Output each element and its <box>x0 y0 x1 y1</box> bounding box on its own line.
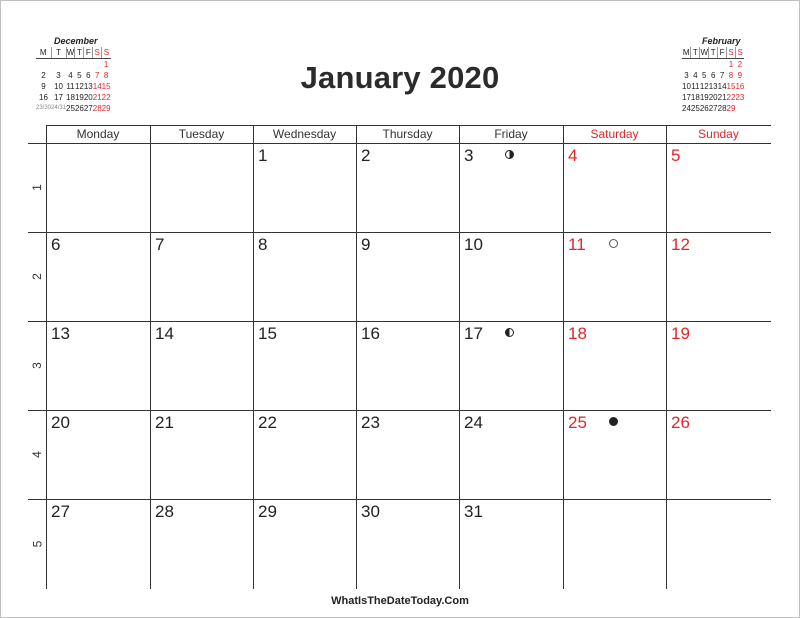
day-cell[interactable] <box>46 410 150 499</box>
day-number: 22 <box>258 413 277 432</box>
day-cell[interactable] <box>253 410 356 499</box>
day-number: 24 <box>464 413 483 432</box>
mini-day: 18 <box>66 93 75 102</box>
mini-day: 29 <box>101 104 111 113</box>
mini-weekday-header: T <box>51 47 66 59</box>
weekday-header-sunday: Sunday <box>698 127 739 141</box>
mini-day: 23 <box>735 93 745 102</box>
mini-weekday-header: M <box>682 48 690 57</box>
mini-day: 17 <box>54 93 63 102</box>
mini-calendar-grid <box>682 47 744 114</box>
mini-day: 12 <box>74 82 84 91</box>
day-cell[interactable] <box>666 232 771 321</box>
weekday-header-saturday: Saturday <box>590 127 639 141</box>
footer-site-name: WhatIsTheDateToday.Com <box>331 595 469 607</box>
weekday-header-tuesday: Tuesday <box>178 127 225 141</box>
mini-day: 29 <box>726 104 736 113</box>
mini-day: 21 <box>92 93 102 102</box>
full-moon-icon <box>609 239 618 248</box>
mini-day: 10 <box>682 82 691 91</box>
mini-weekday-header: S <box>94 48 100 57</box>
weekday-header-thursday: Thursday <box>382 127 433 141</box>
day-cell[interactable] <box>150 143 253 232</box>
mini-day: 26 <box>699 104 709 113</box>
day-cell[interactable] <box>150 321 253 410</box>
mini-day: 1 <box>103 60 109 69</box>
week-number-label: 5 <box>30 540 44 548</box>
last-quarter-moon-icon <box>505 328 514 337</box>
mini-day: 28 <box>92 104 102 113</box>
mini-day: 2 <box>737 60 743 69</box>
mini-day: 7 <box>719 71 725 80</box>
mini-day <box>718 59 727 71</box>
day-cell[interactable] <box>253 143 356 232</box>
mini-day: 14 <box>92 82 102 91</box>
mini-day: 3 <box>684 71 689 80</box>
day-cell[interactable] <box>356 232 459 321</box>
day-number: 26 <box>671 413 690 432</box>
day-number: 3 <box>464 146 474 165</box>
day-number: 10 <box>464 235 483 254</box>
day-number: 13 <box>51 324 70 343</box>
day-number: 12 <box>671 235 690 254</box>
month-grid <box>28 125 771 589</box>
day-number: 9 <box>361 235 371 254</box>
day-number: 23 <box>361 413 380 432</box>
mini-day: 8 <box>103 71 109 80</box>
mini-day <box>691 59 700 71</box>
weekday-header-friday: Friday <box>494 127 528 141</box>
mini-day: 24 <box>682 104 691 113</box>
day-number: 14 <box>155 324 174 343</box>
mini-day: 21 <box>717 93 727 102</box>
mini-day: 20 <box>708 93 718 102</box>
day-cell[interactable] <box>459 232 563 321</box>
day-number: 27 <box>51 502 70 521</box>
mini-day <box>709 59 718 71</box>
day-number: 6 <box>51 235 61 254</box>
mini-day: 20 <box>83 93 93 102</box>
mini-weekday-header: F <box>718 47 727 59</box>
day-cell[interactable] <box>459 410 563 499</box>
new-moon-icon <box>609 417 618 426</box>
mini-day: 9 <box>41 82 46 91</box>
day-cell[interactable] <box>666 410 771 499</box>
mini-day: 14 <box>717 82 727 91</box>
day-cell[interactable] <box>563 321 666 410</box>
mini-weekday-header: W <box>66 48 75 57</box>
mini-day: 17 <box>682 93 691 102</box>
day-cell[interactable] <box>356 321 459 410</box>
week-number <box>28 143 46 232</box>
day-cell[interactable] <box>46 499 150 589</box>
mini-day: 12 <box>699 82 709 91</box>
mini-day <box>84 59 93 71</box>
mini-day: 2 <box>41 71 46 80</box>
day-cell[interactable] <box>666 321 771 410</box>
mini-day: 8 <box>728 71 734 80</box>
day-number: 16 <box>361 324 380 343</box>
mini-weekday-header: T <box>691 47 700 59</box>
mini-day: 18 <box>690 93 700 102</box>
day-number: 25 <box>568 413 587 432</box>
mini-calendar-grid <box>36 47 111 114</box>
day-number: 31 <box>464 502 483 521</box>
mini-day: 13 <box>83 82 93 91</box>
day-cell[interactable] <box>459 143 563 232</box>
mini-day: 19 <box>699 93 709 102</box>
week-number-label: 3 <box>29 362 44 369</box>
first-quarter-moon-icon <box>505 150 514 159</box>
day-number: 8 <box>258 235 268 254</box>
day-number: 15 <box>258 324 277 343</box>
mini-day <box>682 59 691 71</box>
day-number: 18 <box>568 324 587 343</box>
mini-calendar-month-name: February <box>702 36 741 46</box>
mini-day: 13 <box>708 82 718 91</box>
mini-day <box>735 103 744 114</box>
day-number: 1 <box>258 146 268 165</box>
day-number: 7 <box>155 235 165 254</box>
day-cell[interactable] <box>356 143 459 232</box>
mini-day: 25 <box>66 104 75 113</box>
day-cell[interactable] <box>563 499 666 589</box>
day-number: 28 <box>155 502 174 521</box>
week-number-label: 2 <box>29 273 44 280</box>
weekday-header-monday: Monday <box>76 127 120 141</box>
mini-day: 6 <box>710 71 716 80</box>
mini-day: 22 <box>101 93 111 102</box>
day-number: 19 <box>671 324 690 343</box>
mini-day: 25 <box>690 104 700 113</box>
mini-day: 9 <box>737 71 743 80</box>
day-cell[interactable] <box>356 499 459 589</box>
day-number: 30 <box>361 502 380 521</box>
weekday-header-wednesday: Wednesday <box>272 127 337 141</box>
day-cell[interactable] <box>563 143 666 232</box>
mini-day: 15 <box>726 82 736 91</box>
mini-calendar-month-name: December <box>54 36 98 46</box>
week-number <box>28 232 46 321</box>
day-cell[interactable] <box>563 410 666 499</box>
mini-day: 1 <box>728 60 734 69</box>
week-number-label: 4 <box>29 451 44 458</box>
day-cell[interactable] <box>666 143 771 232</box>
mini-day: 11 <box>691 82 700 91</box>
week-number <box>28 321 46 410</box>
mini-day: 28 <box>717 104 727 113</box>
day-cell[interactable] <box>563 232 666 321</box>
day-cell[interactable] <box>459 321 563 410</box>
mini-day: 26 <box>74 104 84 113</box>
mini-weekday-header: S <box>102 47 111 59</box>
day-number: 11 <box>568 235 586 254</box>
mini-day: 11 <box>66 82 75 91</box>
mini-day: 23/30 <box>36 105 52 111</box>
day-cell[interactable] <box>666 499 771 589</box>
day-cell[interactable] <box>46 143 150 232</box>
day-number: 29 <box>258 502 277 521</box>
mini-day: 5 <box>702 71 707 80</box>
mini-day <box>75 59 84 71</box>
day-number: 5 <box>671 146 681 165</box>
mini-day: 15 <box>101 82 111 91</box>
mini-day: 5 <box>77 71 82 80</box>
mini-weekday-header: M <box>36 47 51 59</box>
week-number <box>28 410 46 499</box>
day-cell[interactable] <box>46 232 150 321</box>
mini-day <box>93 59 102 71</box>
mini-day: 3 <box>56 71 61 80</box>
day-cell[interactable] <box>253 232 356 321</box>
day-cell[interactable] <box>150 499 253 589</box>
mini-weekday-header: W <box>700 48 709 57</box>
day-cell[interactable] <box>253 321 356 410</box>
day-cell[interactable] <box>253 499 356 589</box>
mini-day: 4 <box>68 71 73 80</box>
day-cell[interactable] <box>46 321 150 410</box>
day-number: 21 <box>155 413 174 432</box>
day-cell[interactable] <box>150 410 253 499</box>
mini-weekday-header: S <box>735 47 744 59</box>
mini-day: 7 <box>94 71 100 80</box>
mini-day: 6 <box>86 71 91 80</box>
mini-day: 27 <box>83 104 93 113</box>
week-number-label: 1 <box>29 184 44 191</box>
mini-day <box>700 59 709 71</box>
mini-day <box>36 59 51 71</box>
day-number: 20 <box>51 413 70 432</box>
mini-day: 10 <box>54 82 63 91</box>
mini-day <box>51 59 66 71</box>
day-number: 2 <box>361 146 371 165</box>
mini-weekday-header: F <box>84 47 93 59</box>
day-number: 4 <box>568 146 578 165</box>
mini-day: 16 <box>735 82 745 91</box>
page-title: January 2020 <box>300 60 500 95</box>
mini-day: 22 <box>726 93 736 102</box>
mini-weekday-header: T <box>75 47 84 59</box>
week-number <box>28 499 46 589</box>
day-number: 17 <box>464 324 483 343</box>
mini-day: 24/31 <box>51 105 67 111</box>
mini-weekday-header: T <box>709 47 718 59</box>
day-cell[interactable] <box>356 410 459 499</box>
day-cell[interactable] <box>459 499 563 589</box>
mini-day: 16 <box>39 93 48 102</box>
mini-day <box>66 59 75 71</box>
day-cell[interactable] <box>150 232 253 321</box>
mini-weekday-header: S <box>728 48 734 57</box>
mini-day: 27 <box>708 104 718 113</box>
mini-day: 4 <box>693 71 698 80</box>
mini-day: 19 <box>74 93 84 102</box>
